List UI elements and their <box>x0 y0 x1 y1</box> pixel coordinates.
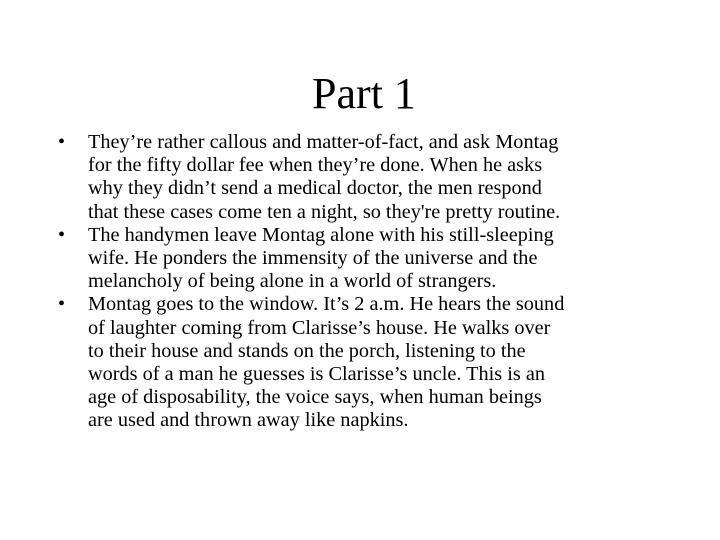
bullet-item-1 <box>58 131 668 224</box>
slide-title <box>0 66 720 122</box>
bullet-line: for the fifty dollar fee when they’re done. When he asks <box>88 154 543 177</box>
bullet-list <box>58 131 668 433</box>
slide-title-text: Part 1 <box>312 69 416 118</box>
bullet-item-2 <box>58 224 668 294</box>
bullet-marker: • <box>58 223 66 246</box>
bullet-line: that these cases come ten a night, so they're pretty routine. <box>88 200 561 223</box>
bullet-line: are used and thrown away like napkins. <box>88 409 409 432</box>
bullet-marker: • <box>58 131 66 153</box>
bullet-line: why they didn’t send a medical doctor, the men respond <box>88 177 542 200</box>
bullet-line: to their house and stands on the porch, listening to the <box>88 339 526 362</box>
bullet-line: melancholy of being alone in a world of strangers. <box>88 270 497 293</box>
bullet-line: Montag goes to the window. It’s 2 a.m. He hears the sound <box>88 293 565 316</box>
bullet-item-3 <box>58 293 668 432</box>
bullet-line: wife. He ponders the immensity of the universe and the <box>88 247 538 270</box>
bullet-line: The handymen leave Montag alone with his still-sleeping <box>88 223 554 246</box>
bullet-marker: • <box>58 293 66 316</box>
bullet-line: of laughter coming from Clarisse’s house. He walks over <box>88 316 551 339</box>
bullet-line: age of disposability, the voice says, when human beings <box>88 386 542 409</box>
bullet-line: They’re rather callous and matter-of-fact, and ask Montag <box>88 131 559 153</box>
bullet-line: words of a man he guesses is Clarisse’s uncle. This is an <box>88 363 546 386</box>
